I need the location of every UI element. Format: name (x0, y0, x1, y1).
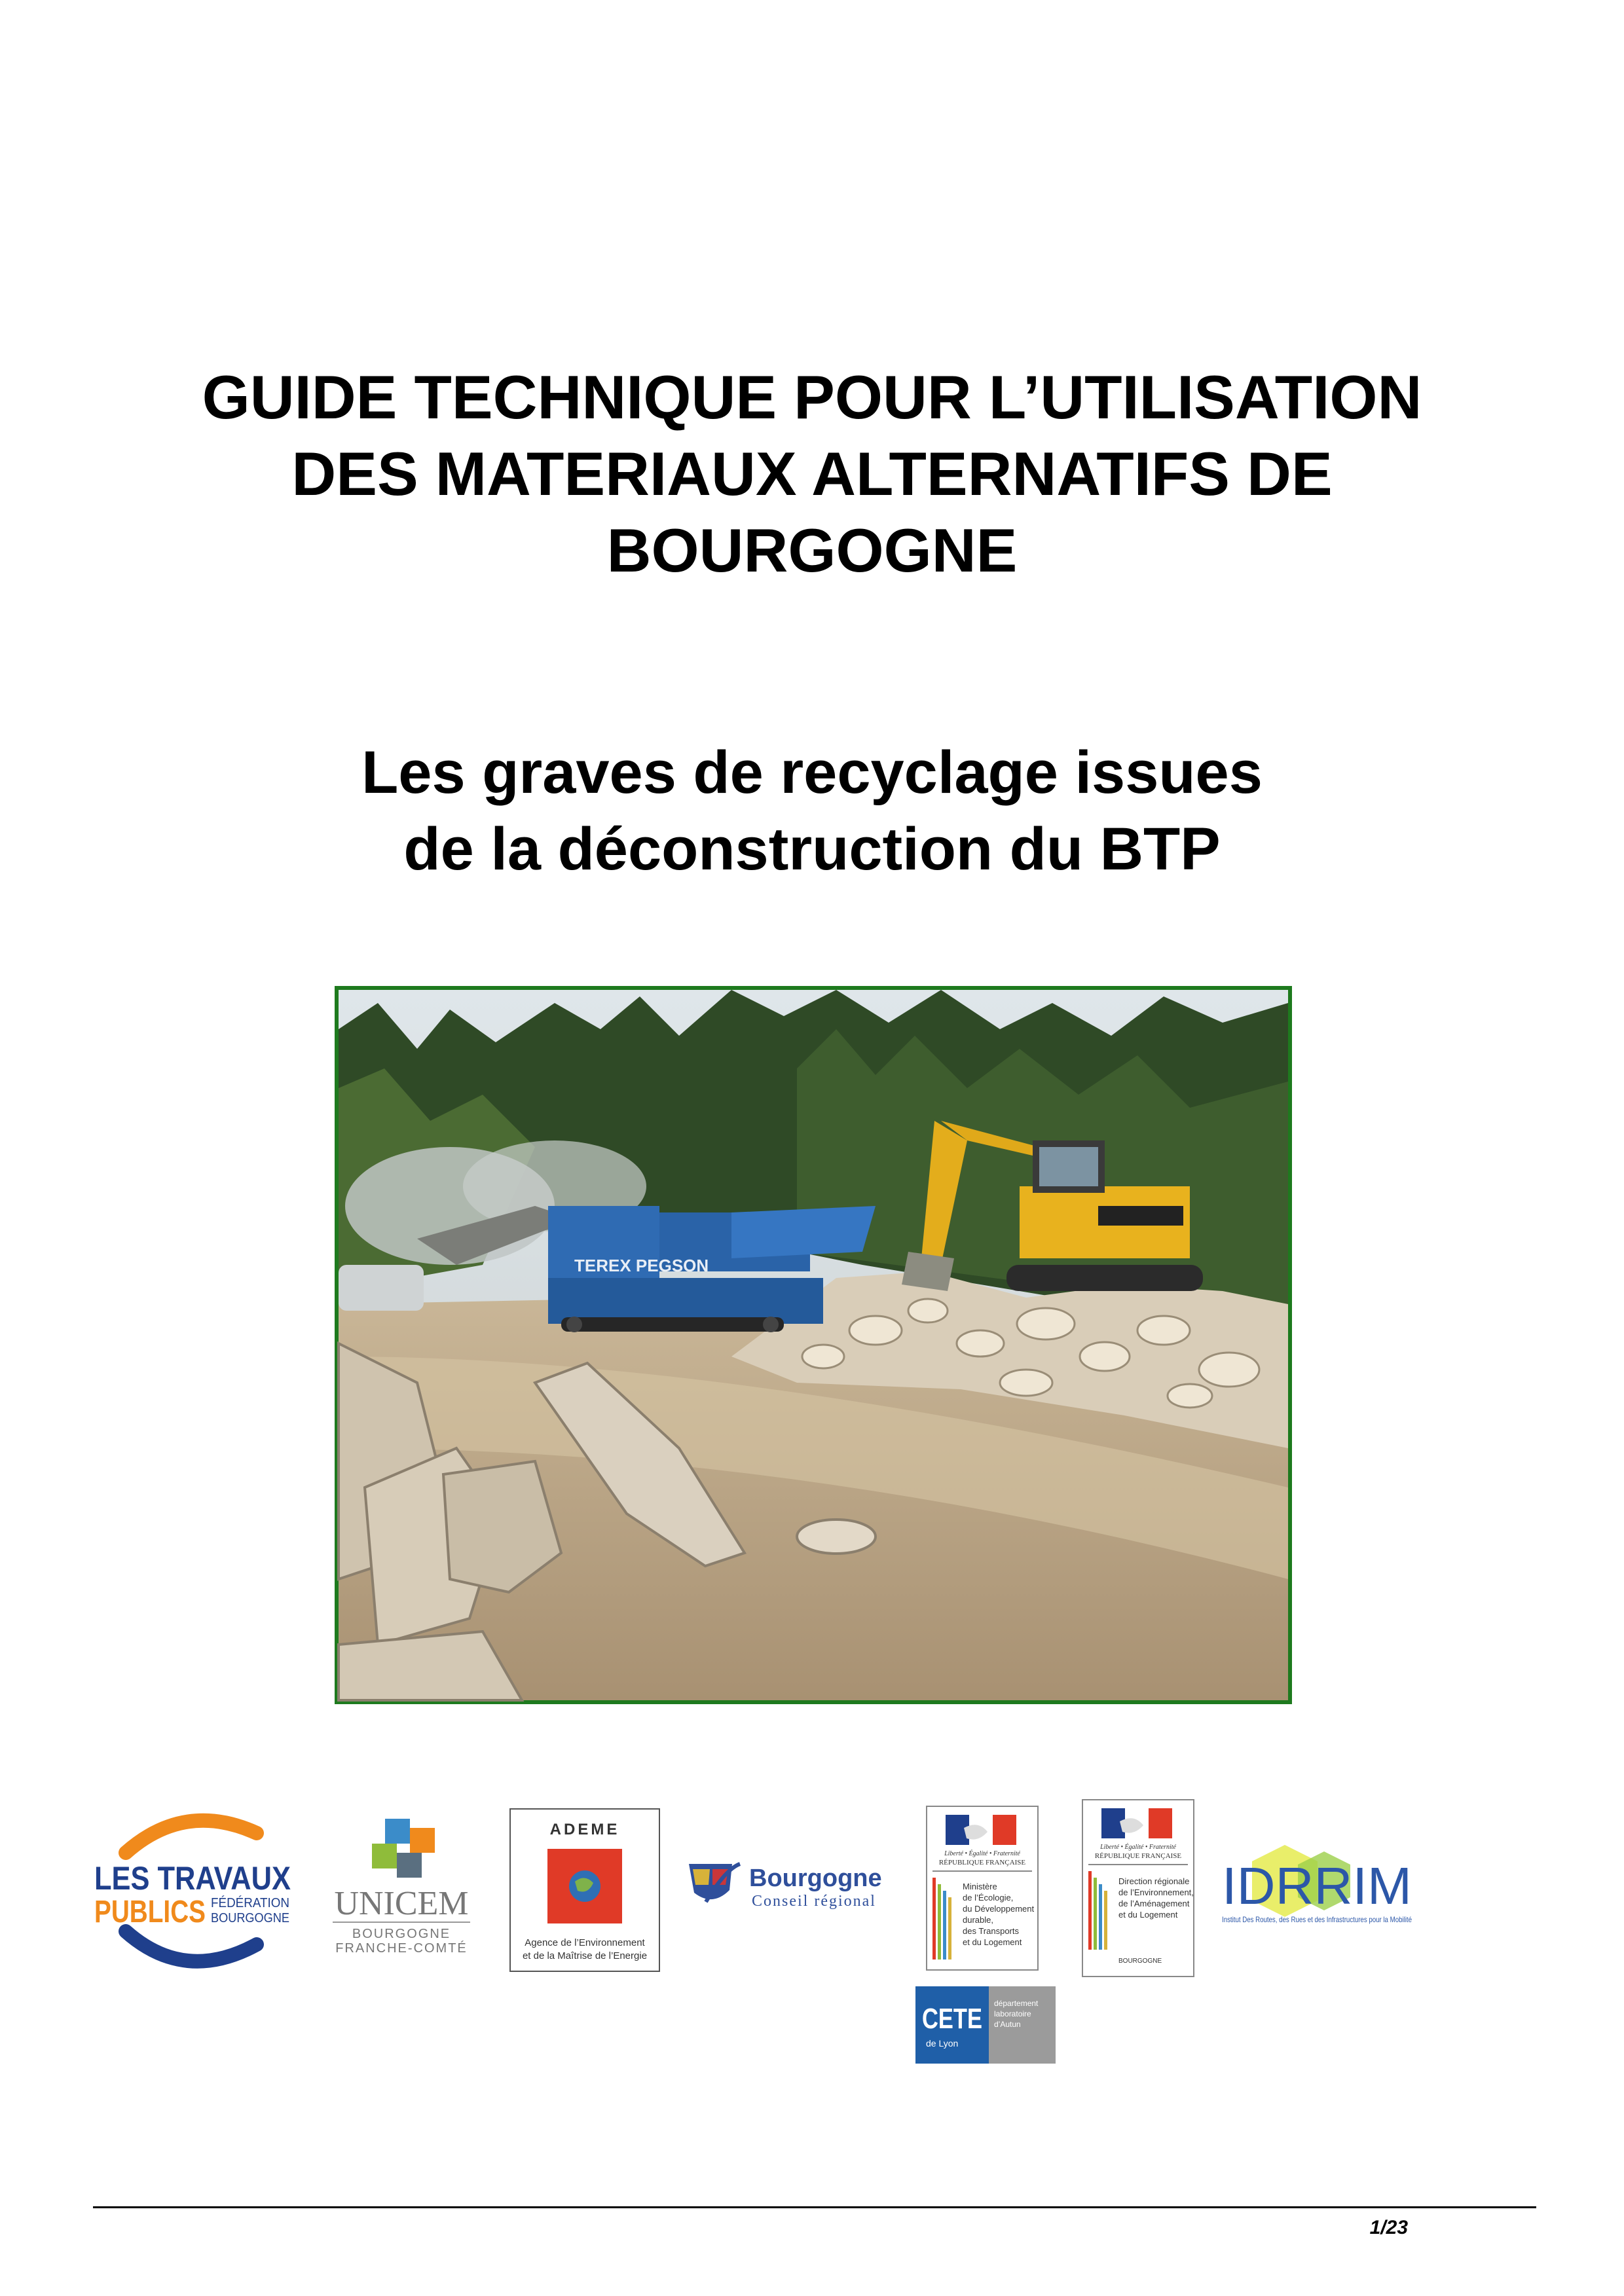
unicem-sub2: FRANCHE-COMTÉ (335, 1941, 468, 1956)
travaux-federation: FÉDÉRATION (211, 1896, 295, 1910)
title-line-2: DES MATERIAUX ALTERNATIFS DE (291, 439, 1333, 508)
logo-bourgogne (686, 1856, 889, 1922)
dreal-line-1: Direction régionale (1118, 1876, 1190, 1886)
dreal-motto: Liberté • Égalité • Fraternité (1100, 1844, 1176, 1851)
idrrim-tagline: Institut Des Routes, des Rues et des Infrastructures pour la Mobilité (1222, 1915, 1412, 1924)
dreal-line-2: de l’Environnement, (1118, 1887, 1194, 1897)
unicem-name: UNICEM (334, 1885, 469, 1922)
ministere-republic: RÉPUBLIQUE FRANÇAISE (938, 1859, 1026, 1867)
logo-cete (915, 1986, 1056, 2064)
unicem-sub1: BOURGOGNE (352, 1927, 451, 1941)
subtitle-line-2: de la déconstruction du BTP (403, 816, 1221, 883)
ministere-line-4: durable, (963, 1915, 993, 1925)
idrrim-name: IDRRIM (1222, 1857, 1412, 1915)
ministere-motto: Liberté • Égalité • Fraternité (944, 1850, 1020, 1857)
dreal-line-3: de l’Aménagement (1118, 1899, 1190, 1908)
travaux-region: BOURGOGNE (211, 1911, 289, 1925)
logo-dreal (1082, 1799, 1194, 1977)
dreal-line-4: et du Logement (1118, 1910, 1178, 1920)
title-line-1: GUIDE TECHNIQUE POUR L’UTILISATION (202, 363, 1422, 431)
ministere-line-1: Ministère (963, 1882, 997, 1891)
ademe-line2: et de la Maîtrise de l’Energie (522, 1950, 648, 1961)
cete-line-1: département (994, 1999, 1039, 2008)
document-subtitle (0, 735, 1624, 888)
ademe-name: ADEME (549, 1821, 620, 1838)
bourgogne-name: Bourgogne (749, 1865, 882, 1892)
crusher-label: TEREX PEGSON (574, 1256, 709, 1275)
cete-line-3: d’Autun (994, 2020, 1021, 2029)
travaux-line1: LES TRAVAUX (94, 1860, 291, 1897)
bourgogne-sub: Conseil régional (752, 1893, 876, 1910)
cete-name: CETE (922, 2003, 982, 2035)
ministere-line-5: des Transports (963, 1926, 1019, 1936)
subtitle-line-1: Les graves de recyclage issues (361, 739, 1263, 806)
cete-line-2: laboratoire (994, 2009, 1031, 2018)
cover-photo (335, 986, 1292, 1704)
logo-idrrim (1219, 1838, 1416, 1943)
logo-ministere (926, 1806, 1039, 1971)
logo-unicem (326, 1819, 477, 1956)
cete-city: de Lyon (926, 2038, 959, 2049)
logo-ademe (509, 1808, 660, 1972)
ministere-line-3: du Développement (963, 1904, 1035, 1914)
title-line-3: BOURGOGNE (606, 516, 1018, 585)
page-number: 1/23 (1369, 2217, 1408, 2238)
travaux-line2: PUBLICS (94, 1895, 206, 1929)
logo-travaux-publics (93, 1807, 296, 1971)
dreal-region: BOURGOGNE (1118, 1958, 1162, 1965)
footer-rule (93, 2206, 1536, 2208)
dreal-republic: RÉPUBLIQUE FRANÇAISE (1094, 1852, 1182, 1860)
ademe-line1: Agence de l’Environnement (525, 1937, 645, 1948)
document-title (0, 359, 1624, 589)
ministere-line-2: de l’Écologie, (963, 1893, 1014, 1903)
ministere-line-6: et du Logement (963, 1937, 1022, 1947)
